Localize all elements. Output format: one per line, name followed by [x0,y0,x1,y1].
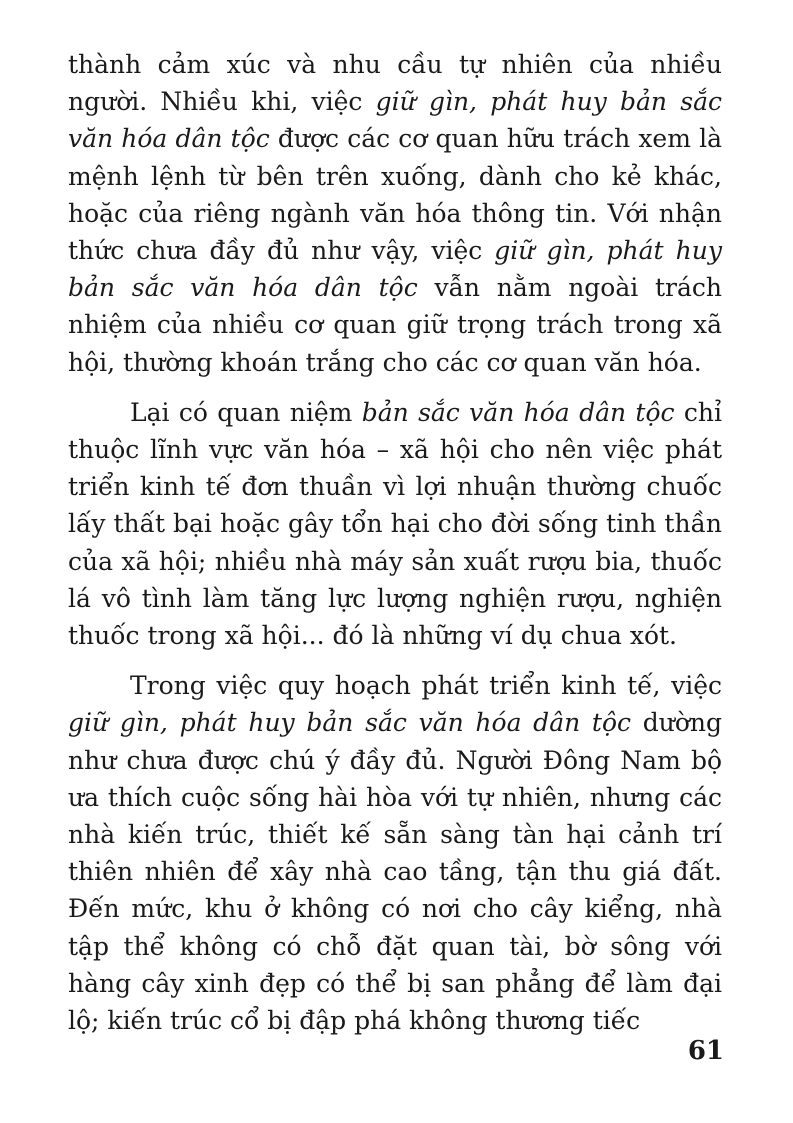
paragraph-3-emphasis: giữ gìn, phát huy bản sắc văn hóa dân tộc [68,708,632,738]
page-body [68,46,722,1052]
paragraph-3-text: Trong việc quy hoạch phát triển kinh tế, việc [130,671,722,701]
paragraph-1-text: vẫn nằm ngoài trách nhiệm của nhiều cơ quan giữ trọng trách trong xã hội, thường khoán trắng cho các cơ quan văn hóa. [68,273,722,377]
paragraph-3 [68,667,722,1039]
paragraph-1 [68,46,722,381]
paragraph-2 [68,394,722,654]
paragraph-2-text: chỉ thuộc lĩnh vực văn hóa – xã hội cho nên việc phát triển kinh tế đơn thuần vì lợi nhuận thường chuốc lấy thất bại hoặc gây tổn hại cho đời sống tinh thần của xã hội; nhiều nhà máy sản xuất rượu bia, thuốc lá vô tình làm tăng lực lượng nghiện rượu, nghiện thuốc trong xã hội... đó là những ví dụ chua xót. [68,397,723,651]
paragraph-1-emphasis: giữ gìn, phát huy bản sắc văn hóa dân tộc [68,87,722,154]
paragraph-2-emphasis: bản sắc văn hóa dân tộc [361,397,675,427]
paragraph-1-text: được các cơ quan hữu trách xem là mệnh lệnh từ bên trên xuống, dành cho kẻ khác, hoặc của riêng ngành văn hóa thông tin. Với nhận thức chưa đầy đủ như vậy, việc [68,124,722,266]
paragraph-3-text: dường như chưa được chú ý đầy đủ. Người Đông Nam bộ ưa thích cuộc sống hài hòa với tự nhiên, nhưng các nhà kiến trúc, thiết kế sẵn sàng tàn hại cảnh trí thiên nhiên để xây nhà cao tầng, tận thu giá đất. Đến mức, khu ở không có nơi cho cây kiểng, nhà tập thể không có chỗ đặt quan tài, bờ sông với hàng cây xinh đẹp có thể bị san phẳng để làm đại lộ; kiến trúc cổ bị đập phá không thương tiếc [68,708,722,1036]
paragraph-1-text: thành cảm xúc và nhu cầu tự nhiên của nhiều người. Nhiều khi, việc [68,50,722,117]
page-number: 61 [687,1036,724,1066]
paragraph-2-text: Lại có quan niệm [130,397,362,427]
paragraph-1-emphasis: giữ gìn, phát huy bản sắc văn hóa dân tộc [68,236,722,303]
